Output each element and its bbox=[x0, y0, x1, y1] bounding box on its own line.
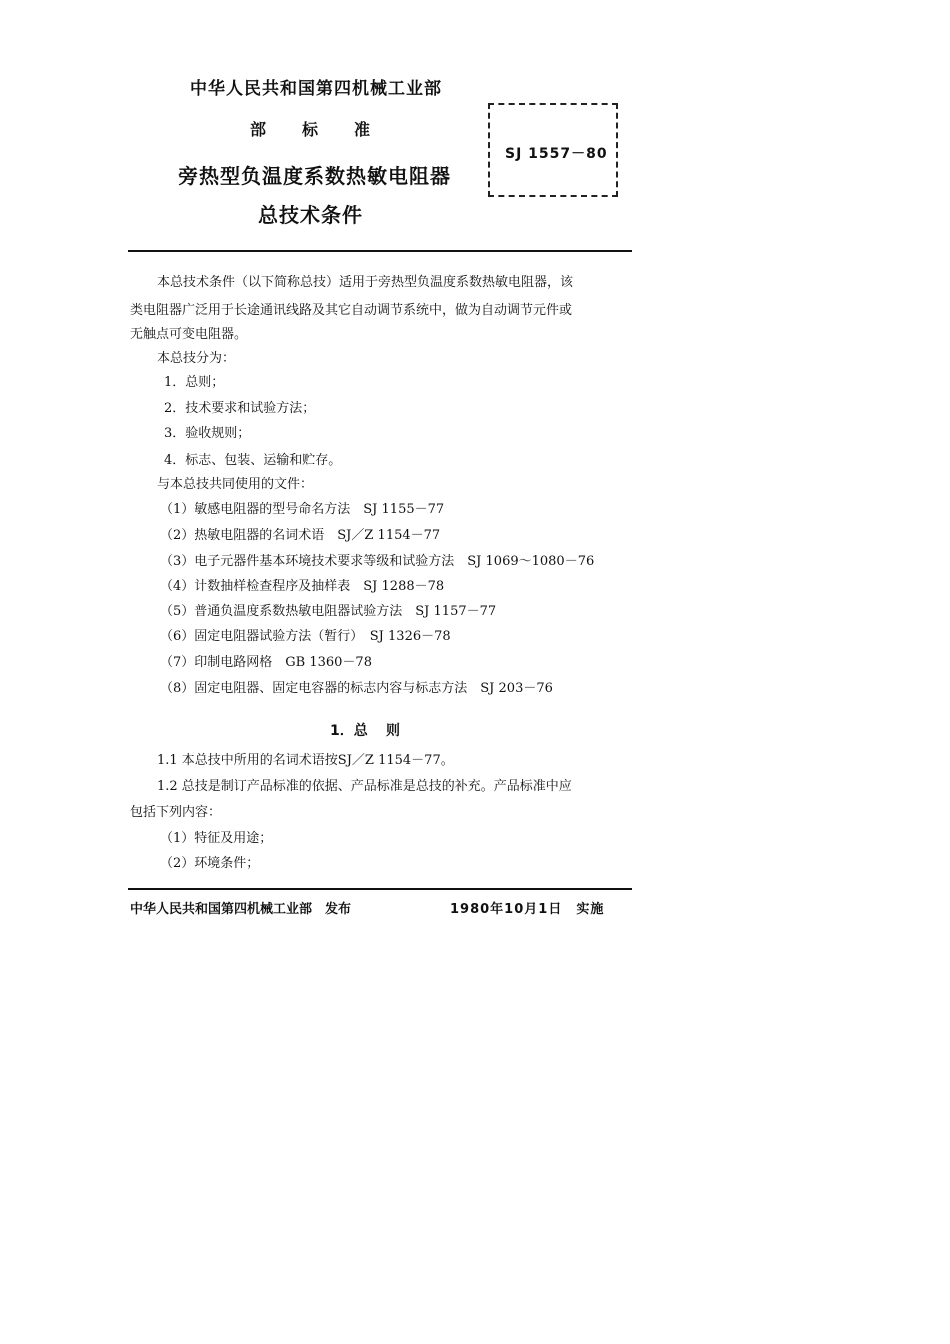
divisions-heading: 本总技分为： bbox=[157, 351, 236, 366]
standard-type bbox=[250, 117, 406, 140]
clause-1-2-line: 1.2 总技是制订产品标准的依据、产品标准是总技的补充。产品标准中应 bbox=[157, 779, 572, 794]
reference-item: （2）热敏电阻器的名词术语 SJ／Z 1154－77 bbox=[160, 528, 441, 543]
division-item: 1．总则； bbox=[164, 375, 225, 390]
section-heading bbox=[330, 720, 442, 740]
section-heading-part: 则 bbox=[386, 723, 400, 739]
document-title-line2: 总技术条件 bbox=[258, 203, 363, 227]
reference-item: （4）计数抽样检查程序及抽样表 SJ 1288－78 bbox=[160, 579, 445, 594]
intro-line: 本总技术条件（以下简称总技）适用于旁热型负温度系数热敏电阻器，该 bbox=[157, 275, 574, 290]
standard-type-char: 准 bbox=[354, 120, 372, 139]
ministry-header: 中华人民共和国第四机械工业部 bbox=[190, 79, 442, 99]
standard-code: SJ 1557－80 bbox=[505, 146, 608, 162]
clause-1-2-line: 包括下列内容： bbox=[130, 805, 222, 820]
clause-list-item: （1）特征及用途； bbox=[160, 831, 273, 846]
document-title-line1: 旁热型负温度系数热敏电阻器 bbox=[178, 164, 451, 188]
clause-1-1: 1.1 本总技中所用的名词术语按SJ／Z 1154－77。 bbox=[157, 753, 454, 768]
footer-issuer: 中华人民共和国第四机械工业部 发布 bbox=[130, 902, 352, 917]
clause-list-item: （2）环境条件； bbox=[160, 856, 260, 871]
references-heading: 与本总技共同使用的文件： bbox=[157, 477, 314, 492]
reference-item: （3）电子元器件基本环境技术要求等级和试验方法 SJ 1069～1080－76 bbox=[160, 554, 595, 569]
footer-effective-date: 1980年10月1日 实施 bbox=[450, 902, 605, 917]
reference-item: （1）敏感电阻器的型号命名方法 SJ 1155－77 bbox=[160, 502, 445, 517]
division-item: 3．验收规则； bbox=[164, 426, 251, 441]
division-item: 4．标志、包装、运输和贮存。 bbox=[164, 453, 342, 468]
reference-item: （6）固定电阻器试验方法（暂行） SJ 1326－78 bbox=[160, 629, 451, 644]
footer-divider bbox=[128, 888, 632, 890]
reference-item: （7）印制电路网格 GB 1360－78 bbox=[160, 655, 372, 670]
standard-type-char: 部 bbox=[250, 120, 268, 139]
intro-line: 无触点可变电阻器。 bbox=[130, 327, 248, 342]
intro-line: 类电阻器广泛用于长途通讯线路及其它自动调节系统中，做为自动调节元件或 bbox=[130, 303, 573, 318]
reference-item: （5）普通负温度系数热敏电阻器试验方法 SJ 1157－77 bbox=[160, 604, 497, 619]
section-heading-part: 1．总 bbox=[330, 723, 368, 739]
reference-item: （8）固定电阻器、固定电容器的标志内容与标志方法 SJ 203－76 bbox=[160, 681, 553, 696]
header-divider bbox=[128, 250, 632, 252]
division-item: 2．技术要求和试验方法； bbox=[164, 401, 316, 416]
standard-type-char: 标 bbox=[302, 120, 320, 139]
